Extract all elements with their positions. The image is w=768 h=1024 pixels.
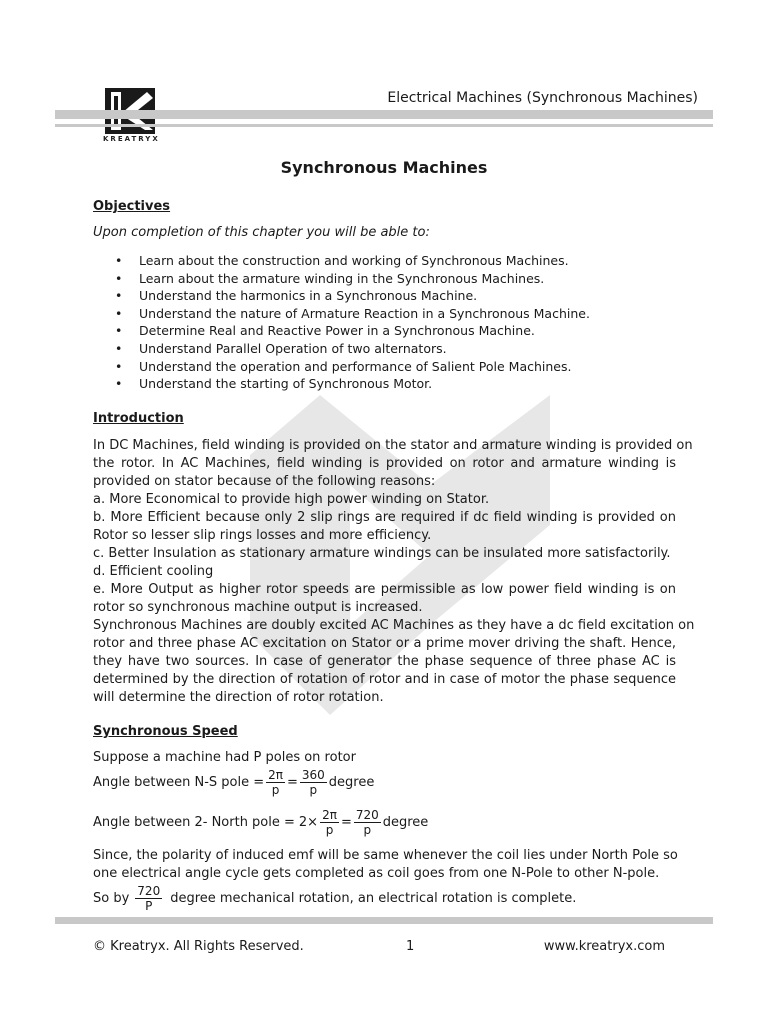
sync-speed-paragraph-line: Since, the polarity of induced emf will be same whenever the coil lies under North Pole so — [93, 848, 678, 863]
footer-website-link[interactable]: www.kreatryx.com — [543, 939, 665, 954]
fraction-numerator: 720 — [137, 884, 161, 898]
fraction-denominator: p — [271, 783, 280, 797]
fraction-numerator: 360 — [301, 768, 325, 782]
objective-item: • Understand the starting of Synchronous Motor. — [115, 375, 590, 393]
fraction — [266, 768, 285, 797]
logo-wordmark: KREATRYX — [103, 135, 160, 143]
introduction-line: c. Better Insulation as stationary armature windings can be insulated more satisfactorily. — [93, 546, 671, 561]
introduction-line: Rotor so lesser slip rings losses and more efficiency. — [93, 528, 432, 543]
equals-sign: = — [286, 775, 298, 790]
introduction-line: will determine the direction of rotor rotation. — [93, 690, 384, 705]
equation-unit: degree — [382, 815, 429, 830]
objective-item: • Understand Parallel Operation of two alternators. — [115, 340, 590, 358]
equation-prefix: So by — [93, 891, 130, 906]
introduction-heading: Introduction — [93, 411, 184, 426]
equation-north-pole — [93, 808, 428, 837]
objectives-list — [115, 252, 590, 393]
objective-item: • Learn about the armature winding in the Synchronous Machines. — [115, 270, 590, 288]
footer-copyright: © Kreatryx. All Rights Reserved. — [93, 939, 304, 954]
sync-speed-line: Suppose a machine had P poles on rotor — [93, 750, 356, 765]
fraction-numerator: 2π — [268, 768, 283, 782]
header-title: Electrical Machines (Synchronous Machines) — [387, 90, 698, 106]
fraction — [354, 808, 381, 837]
objective-item: • Determine Real and Reactive Power in a Synchronous Machine. — [115, 322, 590, 340]
introduction-line: Synchronous Machines are doubly excited AC Machines as they have a dc field excitation on — [93, 618, 695, 633]
fraction — [300, 768, 327, 797]
fraction — [320, 808, 339, 837]
equation-mechanical-rotation — [93, 884, 576, 913]
objective-item: • Learn about the construction and working of Synchronous Machines. — [115, 252, 590, 270]
fraction-denominator: p — [309, 783, 318, 797]
fraction-denominator: P — [145, 899, 153, 913]
fraction-numerator: 720 — [355, 808, 379, 822]
introduction-line: a. More Economical to provide high power winding on Stator. — [93, 492, 490, 507]
introduction-line: In DC Machines, field winding is provided on the stator and armature winding is provided on — [93, 438, 693, 453]
equation-ns-pole — [93, 768, 374, 797]
objectives-intro: Upon completion of this chapter you will be able to: — [93, 225, 430, 240]
fraction-denominator: p — [325, 823, 334, 837]
equation-label: Angle between 2- North pole = — [93, 815, 295, 830]
equals-sign: = — [340, 815, 352, 830]
equation-label: Angle between N-S pole = — [93, 775, 265, 790]
sync-speed-paragraph-line: one electrical angle cycle gets completed as coil goes from one N-Pole to other N-pole. — [93, 866, 660, 881]
objective-item: • Understand the harmonics in a Synchronous Machine. — [115, 287, 590, 305]
equation-suffix: degree mechanical rotation, an electrical rotation is complete. — [170, 891, 577, 906]
introduction-line: rotor so synchronous machine output is increased. — [93, 600, 423, 615]
header-divider-thin — [55, 124, 713, 127]
introduction-line: they have two sources. In case of generator the phase sequence of three phase AC is — [93, 654, 676, 669]
equation-coefficient: 2× — [298, 815, 319, 830]
objective-item: • Understand the nature of Armature Reaction in a Synchronous Machine. — [115, 305, 590, 323]
fraction — [135, 884, 162, 913]
document-title: Synchronous Machines — [280, 158, 488, 177]
objective-item: • Understand the operation and performance of Salient Pole Machines. — [115, 358, 590, 376]
introduction-line: b. More Efficient because only 2 slip rings are required if dc field winding is provided on — [93, 510, 676, 525]
footer-page-number: 1 — [406, 939, 415, 954]
introduction-line: rotor and three phase AC excitation on Stator or a prime mover driving the shaft. Hence, — [93, 636, 676, 651]
header-divider — [55, 110, 713, 119]
introduction-line: determined by the direction of rotation of rotor and in case of motor the phase sequence — [93, 672, 676, 687]
fraction-numerator: 2π — [322, 808, 337, 822]
synchronous-speed-heading: Synchronous Speed — [93, 724, 238, 739]
introduction-line: e. More Output as higher rotor speeds are permissible as low power field winding is on — [93, 582, 676, 597]
equation-unit: degree — [328, 775, 375, 790]
introduction-line: provided on stator because of the following reasons: — [93, 474, 436, 489]
fraction-denominator: p — [363, 823, 372, 837]
objectives-heading: Objectives — [93, 199, 171, 214]
introduction-line: the rotor. In AC Machines, field winding is provided on rotor and armature winding is — [93, 456, 676, 471]
footer-divider — [55, 917, 713, 924]
introduction-line: d. Efficient cooling — [93, 564, 214, 579]
